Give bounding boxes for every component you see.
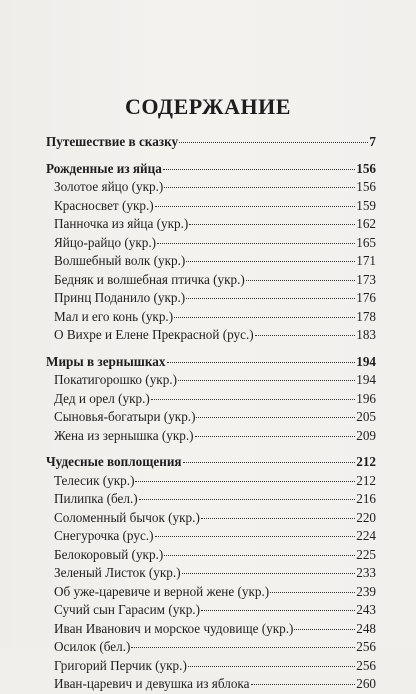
toc-page-number: 178 bbox=[356, 308, 376, 324]
toc-page-number: 260 bbox=[356, 676, 376, 691]
toc-page-number: 248 bbox=[356, 620, 376, 636]
toc-entry bbox=[46, 638, 376, 657]
toc-entry-title: Белокоровый (укр.) bbox=[54, 546, 164, 562]
dot-leader bbox=[174, 317, 355, 318]
toc-section-heading bbox=[46, 133, 376, 152]
dot-leader bbox=[201, 610, 355, 611]
dot-leader bbox=[251, 684, 356, 685]
toc-entry-title: Иван Иванович и морское чудовище (укр.) bbox=[54, 620, 294, 636]
section-spacer bbox=[46, 345, 376, 353]
toc-entry bbox=[46, 472, 376, 491]
toc-page-number: 224 bbox=[356, 528, 376, 543]
toc-page-number: 194 bbox=[356, 372, 376, 387]
dot-leader bbox=[182, 573, 356, 574]
section-spacer bbox=[46, 152, 376, 160]
toc-entry-title: Принц Поданило (укр.) bbox=[54, 290, 186, 305]
dot-leader bbox=[178, 380, 355, 381]
toc-entry-title: Панночка из яйца (укр.) bbox=[54, 216, 189, 231]
toc-page-number: 205 bbox=[356, 409, 376, 424]
toc-entry bbox=[46, 527, 376, 546]
toc-entry-title: Миры в зернышках bbox=[46, 353, 166, 369]
dot-leader bbox=[201, 518, 355, 519]
toc-page-number: 165 bbox=[356, 234, 376, 250]
toc-page-number: 156 bbox=[356, 179, 376, 194]
toc-entry-title: Об уже-царевиче и верной жене (укр.) bbox=[54, 583, 270, 599]
dot-leader bbox=[188, 666, 355, 667]
dot-leader bbox=[179, 142, 368, 143]
toc-entry-title: Дед и орел (укр.) bbox=[54, 390, 150, 406]
toc-page-number: 183 bbox=[356, 327, 376, 342]
toc-entry-title: Осилок (бел.) bbox=[54, 639, 131, 654]
dot-leader bbox=[151, 399, 355, 400]
table-of-contents bbox=[46, 133, 376, 694]
toc-page-number: 162 bbox=[356, 216, 376, 231]
toc-entry bbox=[46, 308, 376, 327]
toc-page-number: 220 bbox=[356, 509, 376, 525]
toc-entry bbox=[46, 546, 376, 565]
toc-section-heading bbox=[46, 453, 376, 472]
toc-entry-title: О Вихре и Елене Прекрасной (рус.) bbox=[54, 327, 254, 342]
dot-leader bbox=[189, 224, 355, 225]
toc-page-number: 212 bbox=[356, 472, 376, 488]
toc-entry bbox=[46, 390, 376, 409]
dot-leader bbox=[270, 592, 355, 593]
toc-section bbox=[46, 133, 376, 152]
toc-entry-title: Бедняк и волшебная птичка (укр.) bbox=[54, 271, 245, 287]
toc-page-number: 173 bbox=[356, 271, 376, 287]
toc-entry-title: Путешествие в сказку bbox=[46, 134, 179, 149]
toc-page-number: 171 bbox=[356, 253, 376, 268]
dot-leader bbox=[164, 555, 355, 556]
toc-entry bbox=[46, 583, 376, 602]
dot-leader bbox=[183, 462, 356, 463]
dot-leader bbox=[155, 206, 356, 207]
dot-leader bbox=[195, 436, 356, 437]
toc-entry bbox=[46, 657, 376, 676]
toc-page-number: 256 bbox=[356, 639, 376, 654]
toc-entry-title: Мал и его конь (укр.) bbox=[54, 308, 174, 324]
toc-entry bbox=[46, 271, 376, 290]
toc-entry bbox=[46, 197, 376, 216]
toc-entry bbox=[46, 427, 376, 446]
toc-entry-title: Чудесные воплощения bbox=[46, 454, 182, 469]
dot-leader bbox=[135, 481, 355, 482]
toc-entry-title: Соломенный бычок (укр.) bbox=[54, 509, 200, 525]
toc-entry-title: Яйцо-райцо (укр.) bbox=[54, 234, 157, 250]
toc-entry-title: Снегурочка (рус.) bbox=[54, 528, 154, 543]
toc-entry-title: Рожденные из яйца bbox=[46, 160, 162, 176]
toc-entry-title: Красносвет (укр.) bbox=[54, 197, 154, 213]
toc-page-number: 196 bbox=[356, 390, 376, 406]
toc-page-number: 7 bbox=[369, 134, 376, 149]
toc-section bbox=[46, 353, 376, 446]
dot-leader bbox=[167, 362, 356, 363]
toc-entry-title: Зеленый Листок (укр.) bbox=[54, 565, 181, 580]
toc-page-number: 225 bbox=[356, 546, 376, 562]
toc-entry bbox=[46, 408, 376, 427]
toc-page-number: 209 bbox=[356, 427, 376, 443]
toc-entry bbox=[46, 326, 376, 345]
toc-section bbox=[46, 160, 376, 345]
dot-leader bbox=[164, 187, 355, 188]
toc-entry bbox=[46, 509, 376, 528]
toc-entry-title: Сучий сын Гарасим (укр.) bbox=[54, 602, 200, 617]
toc-entry-title: Иван-царевич и девушка из яблока bbox=[54, 676, 250, 691]
toc-section-heading bbox=[46, 160, 376, 179]
dot-leader bbox=[255, 335, 356, 336]
dot-leader bbox=[186, 298, 355, 299]
toc-entry bbox=[46, 178, 376, 197]
dot-leader bbox=[246, 280, 355, 281]
toc-entry-title: Жена из зернышка (укр.) bbox=[54, 427, 194, 443]
toc-entry bbox=[46, 620, 376, 639]
toc-entry bbox=[46, 215, 376, 234]
toc-entry-title: Григорий Перчик (укр.) bbox=[54, 657, 187, 673]
toc-entry-title: Волшебный волк (укр.) bbox=[54, 253, 186, 268]
dot-leader bbox=[157, 243, 355, 244]
toc-entry-title: Покатигорошко (укр.) bbox=[54, 372, 177, 387]
dot-leader bbox=[294, 629, 355, 630]
dot-leader bbox=[155, 536, 356, 537]
toc-entry bbox=[46, 234, 376, 253]
dot-leader bbox=[139, 499, 356, 500]
toc-entry bbox=[46, 564, 376, 583]
toc-page-number: 243 bbox=[356, 602, 376, 617]
toc-section-heading bbox=[46, 353, 376, 372]
section-spacer bbox=[46, 445, 376, 453]
toc-page-number: 194 bbox=[356, 353, 376, 369]
dot-leader bbox=[196, 417, 355, 418]
toc-entry-title: Пилипка (бел.) bbox=[54, 491, 138, 506]
toc-entry bbox=[46, 252, 376, 271]
toc-page-number: 239 bbox=[356, 583, 376, 599]
dot-leader bbox=[186, 261, 355, 262]
toc-page-number: 212 bbox=[356, 454, 376, 469]
toc-entry-title: Телесик (укр.) bbox=[54, 472, 135, 488]
toc-entry bbox=[46, 490, 376, 509]
toc-page-number: 176 bbox=[356, 290, 376, 305]
toc-entry-title: Золотое яйцо (укр.) bbox=[54, 179, 164, 194]
toc-entry bbox=[46, 289, 376, 308]
toc-entry bbox=[46, 675, 376, 694]
dot-leader bbox=[163, 169, 355, 170]
toc-entry bbox=[46, 601, 376, 620]
toc-page-number: 256 bbox=[356, 657, 376, 673]
toc-section bbox=[46, 453, 376, 694]
toc-page-number: 233 bbox=[356, 565, 376, 580]
toc-entry bbox=[46, 371, 376, 390]
page-title: СОДЕРЖАНИЕ bbox=[125, 94, 291, 119]
toc-page-number: 216 bbox=[356, 491, 376, 506]
toc-page-number: 156 bbox=[356, 160, 376, 176]
toc-entry-title: Сыновья-богатыри (укр.) bbox=[54, 409, 196, 424]
toc-page-number: 159 bbox=[356, 197, 376, 213]
